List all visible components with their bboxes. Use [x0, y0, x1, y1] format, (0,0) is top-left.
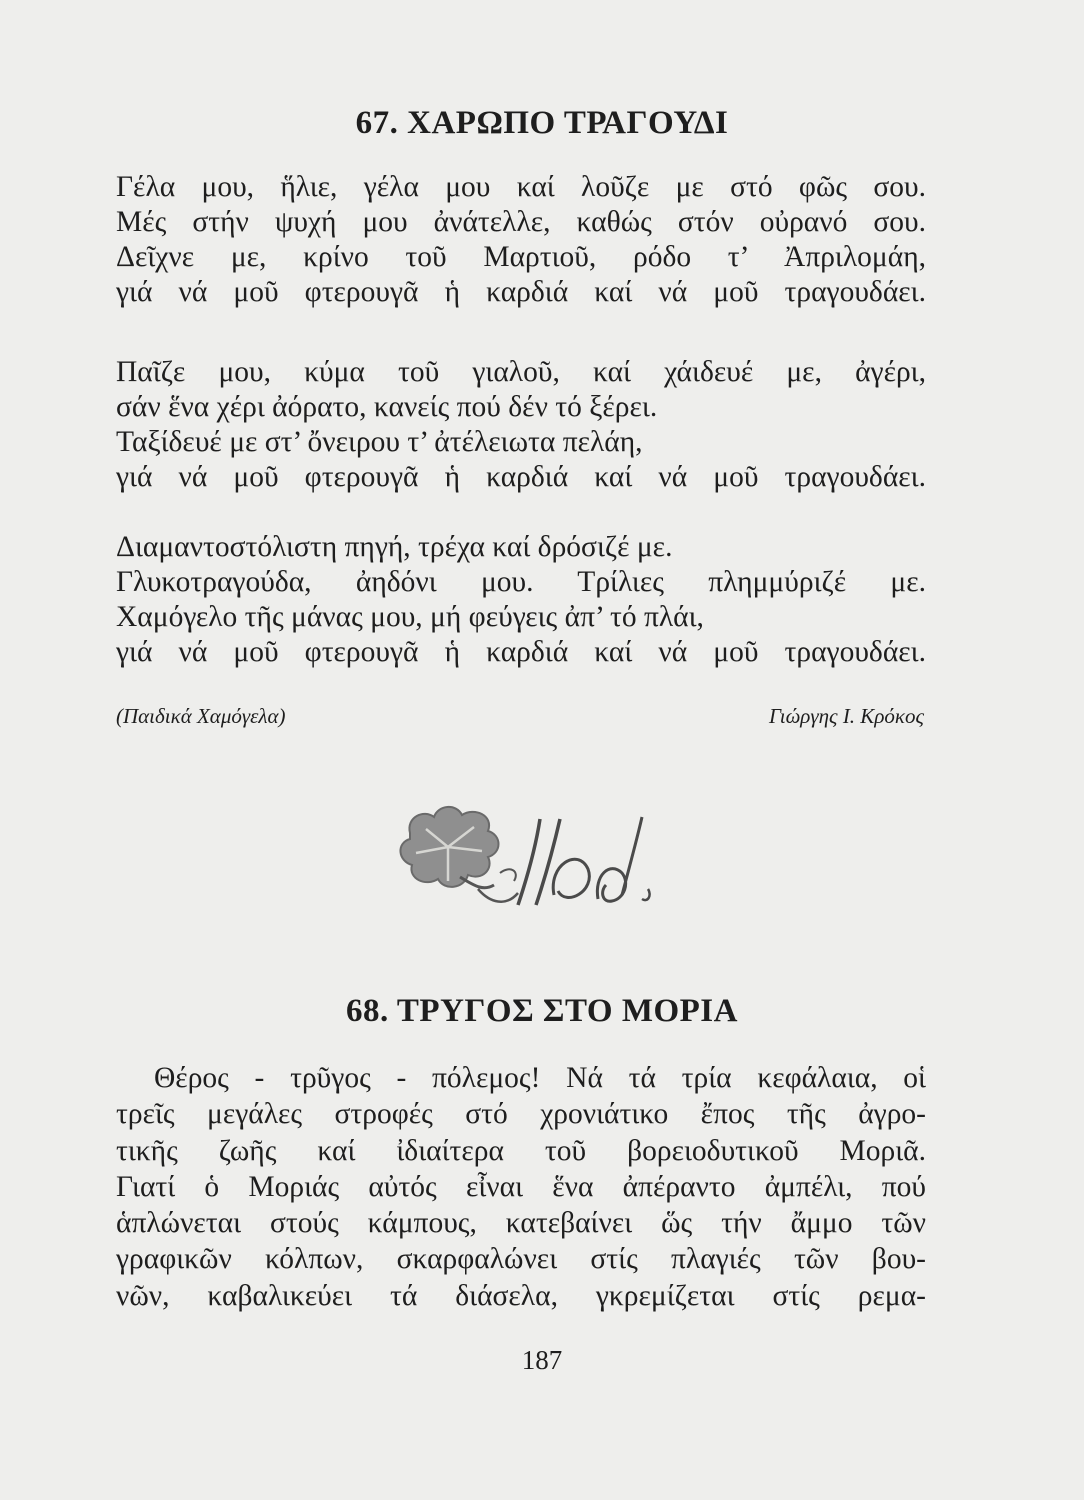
poem-stanza-1 [116, 170, 926, 310]
body-line: Θέρος - τρῦγος - πόλεμος! Νά τά τρία κεφάλαια, οἱ [154, 1062, 926, 1094]
body-line: Γιατί ὁ Μοριάς αὐτός εἶναι ἕνα ἀπέραντο ἀμπέλι, πού [116, 1170, 926, 1203]
article-body [116, 1060, 926, 1314]
poem-line: Ταξίδευέ με στ’ ὄνειρου τ’ ἀτέλειωτα πελάη, [116, 426, 643, 458]
poem-stanza-3 [116, 530, 926, 670]
body-line: τικῆς ζωῆς καί ἰδιαίτερα τοῦ βορειοδυτικοῦ Μοριᾶ. [116, 1134, 926, 1167]
poem-stanza-2 [116, 355, 926, 495]
poem-line: γιά νά μοῦ φτερουγᾶ ἡ καρδιά καί νά μοῦ τραγουδάει. [116, 461, 926, 493]
poem-line: γιά νά μοῦ φτερουγᾶ ἡ καρδιά καί νά μοῦ τραγουδάει. [116, 636, 926, 668]
poem-line: σάν ἕνα χέρι ἀόρατο, κανείς πού δέν τό ξέρει. [116, 391, 658, 423]
body-line: γραφικῶν κόλπων, σκαρφαλώνει στίς πλαγιές τῶν βου- [116, 1243, 926, 1276]
poem-line: γιά νά μοῦ φτερουγᾶ ἡ καρδιά καί νά μοῦ τραγουδάει. [116, 276, 926, 308]
grape-leaf-vine-icon [390, 795, 660, 925]
body-line: τρεῖς μεγάλες στροφές στό χρονιάτικο ἔπος τῆς ἀγρο- [116, 1098, 926, 1131]
page-number: 187 [521, 1345, 563, 1375]
poem-line: Γλυκοτραγούδα, ἀηδόνι μου. Τρίλιες πλημμύριζέ με. [116, 566, 926, 598]
article-title: 68. ΤΡΥΓΟΣ ΣΤΟ ΜΟΡΙΑ [346, 993, 738, 1029]
poem-line: Χαμόγελο τῆς μάνας μου, μή φεύγεις ἀπ’ τό πλάι, [116, 601, 704, 633]
poem-line: Μές στήν ψυχή μου ἀνάτελλε, καθώς στόν οὐρανό σου. [116, 206, 926, 238]
poem-title: 67. ΧΑΡΩΠΟ ΤΡΑΓΟΥΔΙ [355, 105, 729, 141]
body-line: ἁπλώνεται στούς κάμπους, κατεβαίνει ὥς τήν ἄμμο τῶν [116, 1207, 926, 1240]
poem-line: Δεῖχνε με, κρίνο τοῦ Μαρτιοῦ, ρόδο τ’ Ἀπριλομάη, [116, 241, 926, 273]
poem-line: Γέλα μου, ἥλιε, γέλα μου καί λοῦζε με στό φῶς σου. [116, 171, 926, 203]
body-line: νῶν, καβαλικεύει τά διάσελα, γκρεμίζεται στίς ρεμα- [116, 1279, 926, 1312]
poem-line: Παῖζε μου, κύμα τοῦ γιαλοῦ, καί χάιδευέ με, ἀγέρι, [116, 356, 926, 388]
poem-source: (Παιδικά Χαμόγελα) [116, 704, 286, 728]
poem-line: Διαμαντοστόλιστη πηγή, τρέχα καί δρόσιζέ με. [116, 531, 673, 563]
poem-author: Γιώργης Ι. Κρόκος [769, 704, 924, 728]
poem-attribution [116, 704, 924, 729]
